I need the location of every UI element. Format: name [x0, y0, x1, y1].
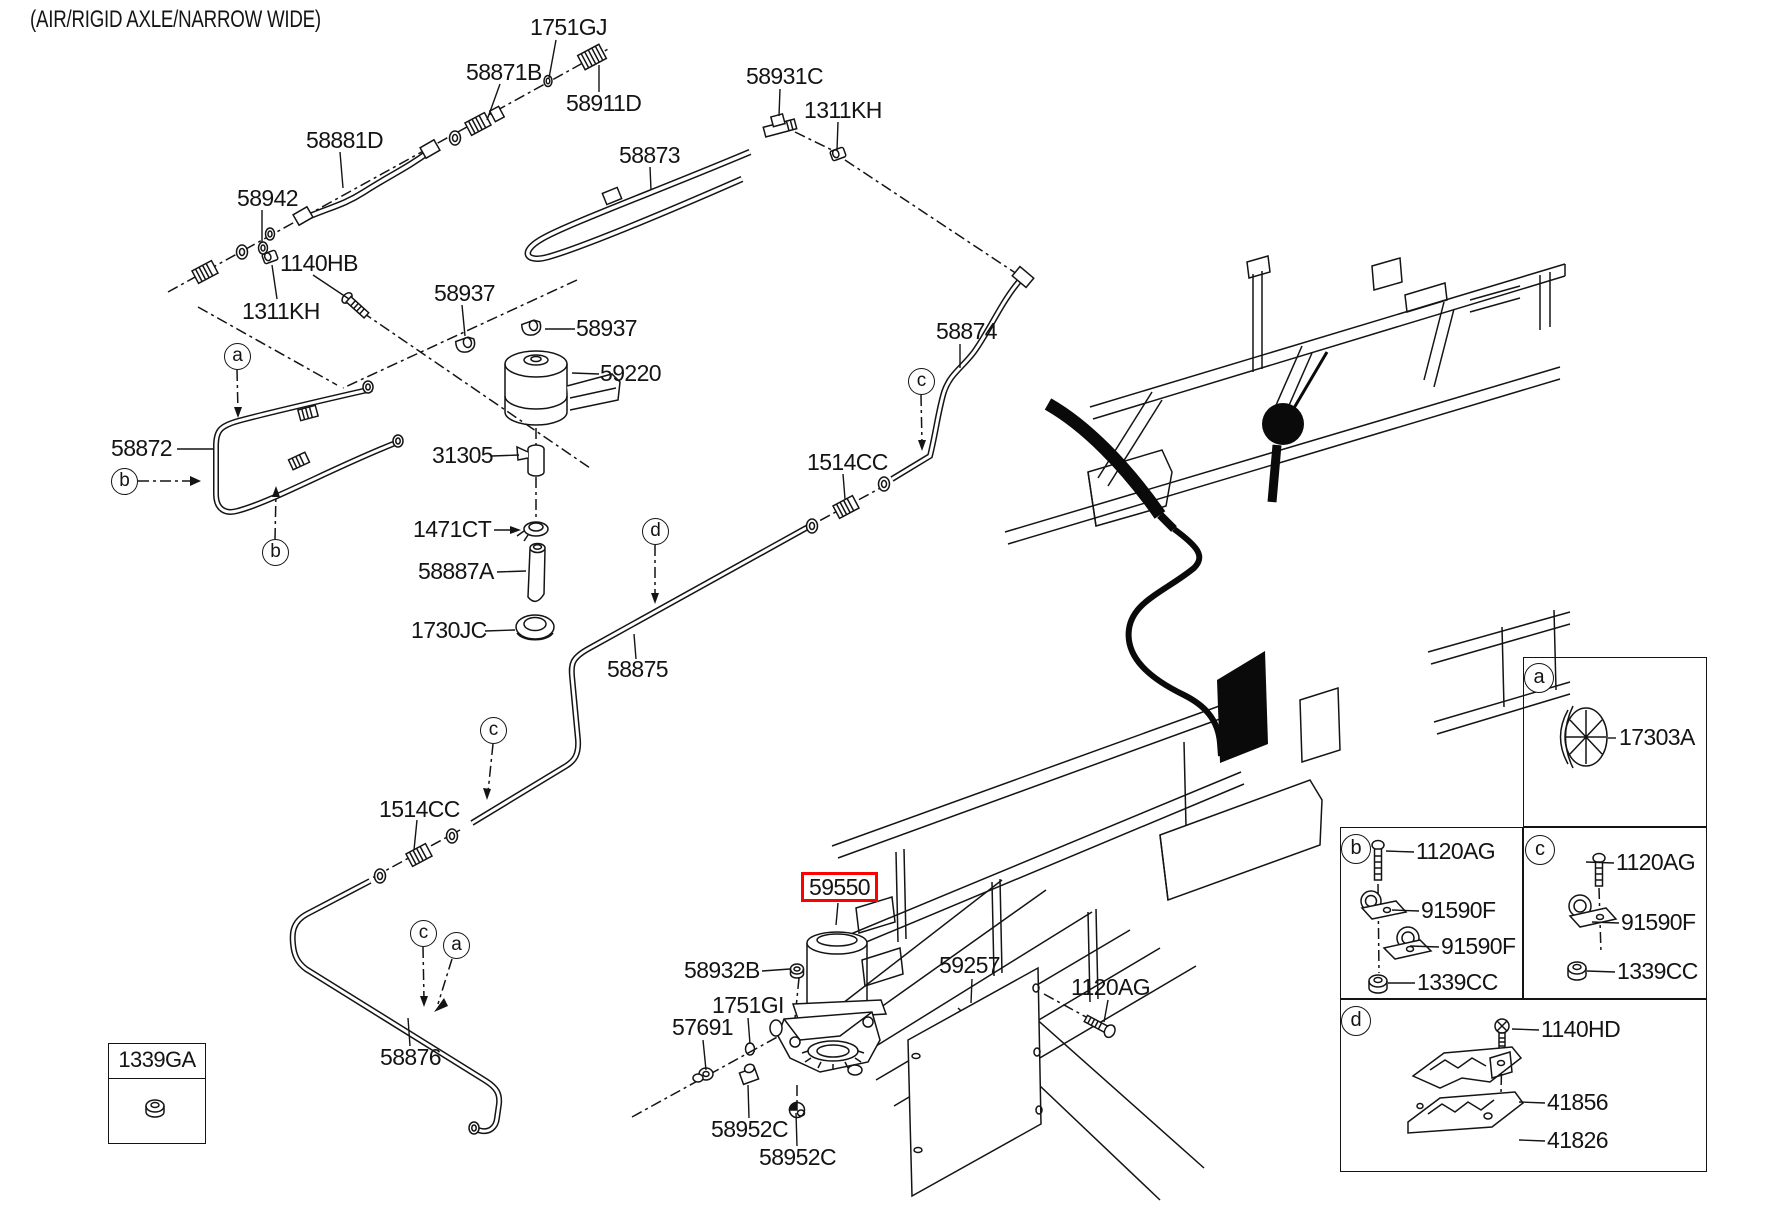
black-panel: [1217, 651, 1268, 763]
part-label-58942: 58942: [237, 185, 298, 211]
part-label-31305: 31305: [432, 442, 493, 468]
callout-d: d: [642, 518, 669, 545]
callout-a-bottom: a: [443, 932, 470, 959]
part-label-58952c-1: 58952C: [711, 1116, 788, 1142]
callout-c-mid: c: [480, 717, 507, 744]
callout-c-bottom: c: [410, 920, 437, 947]
legend-part-b-91590f-2: 91590F: [1441, 933, 1516, 959]
plate-59257: [908, 968, 1042, 1196]
legend-letter-a: a: [1524, 663, 1554, 693]
part-label-59257: 59257: [939, 952, 1000, 978]
legend-part-c-91590f: 91590F: [1621, 909, 1696, 935]
part-label-1471ct: 1471CT: [413, 516, 492, 542]
air-dryer-location-blob: [1262, 403, 1304, 445]
bolt-1120ag: [1083, 1013, 1117, 1040]
part-label-1140hb: 1140HB: [280, 250, 358, 276]
callout-b-2: b: [262, 539, 289, 566]
legend-part-d-41826: 41826: [1547, 1127, 1608, 1153]
part-label-58937-left: 58937: [434, 280, 495, 306]
part-label-58931c: 58931C: [746, 63, 823, 89]
inset-code: 1339GA: [109, 1044, 205, 1079]
part-label-58872: 58872: [111, 435, 172, 461]
callout-a-top: a: [224, 343, 251, 370]
part-label-58932b: 58932B: [684, 957, 760, 983]
legend-part-c-1120ag: 1120AG: [1616, 849, 1696, 875]
legend-letter-d: d: [1341, 1006, 1371, 1036]
part-label-58875: 58875: [607, 656, 668, 682]
part-label-1751gj: 1751GJ: [530, 14, 607, 40]
legend-part-b-1339cc: 1339CC: [1417, 969, 1498, 995]
callout-c-right: c: [908, 368, 935, 395]
legend-part-d-1140hd: 1140HD: [1541, 1016, 1621, 1042]
legend-part-17303a: 17303A: [1619, 724, 1695, 750]
part-label-1311kh-left: 1311KH: [242, 298, 320, 324]
part-label-58871b: 58871B: [466, 59, 542, 85]
legend-box-d: [1340, 999, 1707, 1172]
inset-box-1339ga: [108, 1043, 206, 1144]
bolt-1140hb: [340, 291, 370, 320]
valve-59220-assembly: [505, 351, 620, 640]
legend-letter-b: b: [1341, 834, 1371, 864]
part-label-58874: 58874: [936, 318, 997, 344]
diagram-title: (AIR/RIGID AXLE/NARROW WIDE): [30, 6, 321, 33]
part-label-1751gi: 1751GI: [712, 992, 784, 1018]
air-tubes: [216, 151, 1022, 1131]
highlighted-part-59550[interactable]: 59550: [801, 872, 878, 902]
part-label-58876: 58876: [380, 1044, 441, 1070]
legend-part-b-1120ag: 1120AG: [1416, 838, 1496, 864]
legend-letter-c: c: [1525, 835, 1555, 865]
legend-part-d-41856: 41856: [1547, 1089, 1608, 1115]
part-label-1514cc-right: 1514CC: [807, 449, 888, 475]
part-label-58911d: 58911D: [566, 90, 642, 116]
part-label-58881d: 58881D: [306, 127, 383, 153]
part-label-57691: 57691: [672, 1014, 733, 1040]
legend-part-c-1339cc: 1339CC: [1617, 958, 1698, 984]
air-dryer-59550-assembly: [770, 932, 886, 1075]
part-label-1120ag: 1120AG: [1071, 974, 1151, 1000]
legend-part-b-91590f-1: 91590F: [1421, 897, 1496, 923]
part-label-58937-right: 58937: [576, 315, 637, 341]
part-label-1311kh-right: 1311KH: [804, 97, 882, 123]
part-label-1514cc-left: 1514CC: [379, 796, 460, 822]
callout-b-1: b: [111, 468, 138, 495]
part-label-1730jc: 1730JC: [411, 617, 487, 643]
part-label-58873: 58873: [619, 142, 680, 168]
part-label-59220: 59220: [600, 360, 661, 386]
part-label-58952c-2: 58952C: [759, 1144, 836, 1170]
part-label-58887a: 58887A: [418, 558, 494, 584]
